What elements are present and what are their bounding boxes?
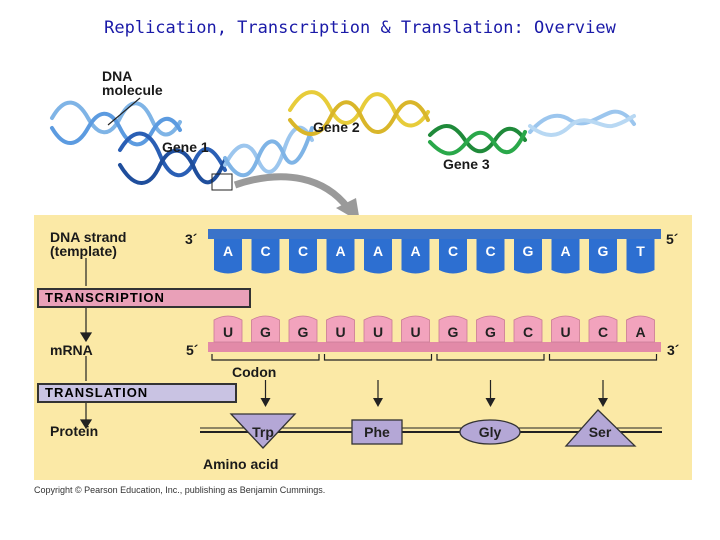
mrna-base-letter: G xyxy=(447,324,459,340)
mrna-base-letter: U xyxy=(335,324,346,340)
mrna-base-letter: C xyxy=(597,324,609,340)
dna-base-letter: A xyxy=(335,243,346,259)
codon-label: Codon xyxy=(232,364,277,380)
mrna-base xyxy=(364,316,392,342)
dna-backbone xyxy=(208,229,661,239)
copyright-text: Copyright © Pearson Education, Inc., publishing as Benjamin Cummings. xyxy=(34,485,326,495)
mrna-base xyxy=(514,316,542,342)
mrna-backbone xyxy=(208,342,661,352)
dna-base xyxy=(364,239,392,274)
dna-base-letter: G xyxy=(597,243,609,259)
codon-bracket xyxy=(550,354,657,360)
dna-strand-label-line1: DNA strand xyxy=(50,229,127,245)
dna-bases xyxy=(214,239,655,274)
protein-label: Protein xyxy=(50,423,99,439)
dna-base-letter: A xyxy=(372,243,384,259)
mrna-base xyxy=(589,316,617,342)
mrna-base-letter: G xyxy=(260,324,271,340)
mrna-base-letter: U xyxy=(372,324,384,340)
dna-molecule-label-line1: DNA xyxy=(102,68,133,84)
mrna-base-letter: G xyxy=(297,324,309,340)
dna-base-letter: A xyxy=(222,243,234,259)
translation-box: TRANSLATION xyxy=(37,383,237,403)
mrna-end-left: 5´ xyxy=(186,342,199,358)
mrna-base xyxy=(627,316,655,342)
mrna-base-letter: C xyxy=(522,324,534,340)
mrna-base xyxy=(439,316,467,342)
dna-base xyxy=(552,239,580,274)
amino-acid-shapes xyxy=(231,410,635,448)
dna-base xyxy=(627,239,655,274)
dna-base-letter: G xyxy=(522,243,534,259)
flow-arrowhead-mrna xyxy=(81,333,91,341)
dna-base-letter: C xyxy=(485,243,496,259)
dna-base-letter: A xyxy=(560,243,571,259)
dna-base xyxy=(289,239,317,274)
dna-base xyxy=(402,239,430,274)
mrna-base xyxy=(214,316,242,342)
dna-base xyxy=(439,239,467,274)
codon-bracket xyxy=(212,354,319,360)
codon-arrowhead xyxy=(598,398,608,407)
mrna-base-letter: G xyxy=(485,324,496,340)
dna-base-letter: T xyxy=(636,243,645,259)
gene3-label: Gene 3 xyxy=(443,156,490,172)
dna-base xyxy=(252,239,280,274)
dna-base xyxy=(477,239,505,274)
amino-acid-gly: Gly xyxy=(478,424,502,440)
dna-base-letter: C xyxy=(260,243,271,259)
mrna-base xyxy=(327,316,355,342)
transcription-box: TRANSCRIPTION xyxy=(37,288,251,308)
codon-bracket xyxy=(437,354,544,360)
mrna-base xyxy=(252,316,280,342)
amino-acid-ser: Ser xyxy=(588,424,612,440)
mrna-base-letter: A xyxy=(635,324,646,340)
amino-acid-phe: Phe xyxy=(364,424,390,440)
codon-arrowhead xyxy=(486,398,496,407)
dna-end-left: 3´ xyxy=(185,231,198,247)
mrna-base xyxy=(402,316,430,342)
amino-acid-trp: Trp xyxy=(252,424,274,440)
mrna-base xyxy=(477,316,505,342)
mrna-base-letter: U xyxy=(560,324,571,340)
dna-base-letter: A xyxy=(410,243,421,259)
codon-marks xyxy=(212,354,657,407)
codon-arrowhead xyxy=(373,398,383,407)
dna-strand-label-line2: (template) xyxy=(50,243,117,259)
dna-base xyxy=(514,239,542,274)
amino-acid-label: Amino acid xyxy=(203,456,279,472)
codon-arrowhead xyxy=(261,398,271,407)
mrna-base xyxy=(552,316,580,342)
dna-base xyxy=(327,239,355,274)
mrna-bases xyxy=(214,316,655,342)
mrna-label: mRNA xyxy=(50,342,93,358)
dna-molecule-label-line2: molecule xyxy=(102,82,163,98)
mrna-base xyxy=(289,316,317,342)
mrna-base-letter: U xyxy=(222,324,234,340)
codon-bracket xyxy=(325,354,432,360)
gene2-label: Gene 2 xyxy=(313,119,360,135)
mrna-base-letter: U xyxy=(410,324,421,340)
dna-base-letter: C xyxy=(447,243,459,259)
mrna-end-right: 3´ xyxy=(667,342,680,358)
dna-end-right: 5´ xyxy=(666,231,679,247)
dna-base xyxy=(589,239,617,274)
dna-base xyxy=(214,239,242,274)
dna-base-letter: C xyxy=(297,243,309,259)
gene1-label: Gene 1 xyxy=(162,139,209,155)
page-title: Replication, Transcription & Translation: Overview xyxy=(104,18,616,38)
